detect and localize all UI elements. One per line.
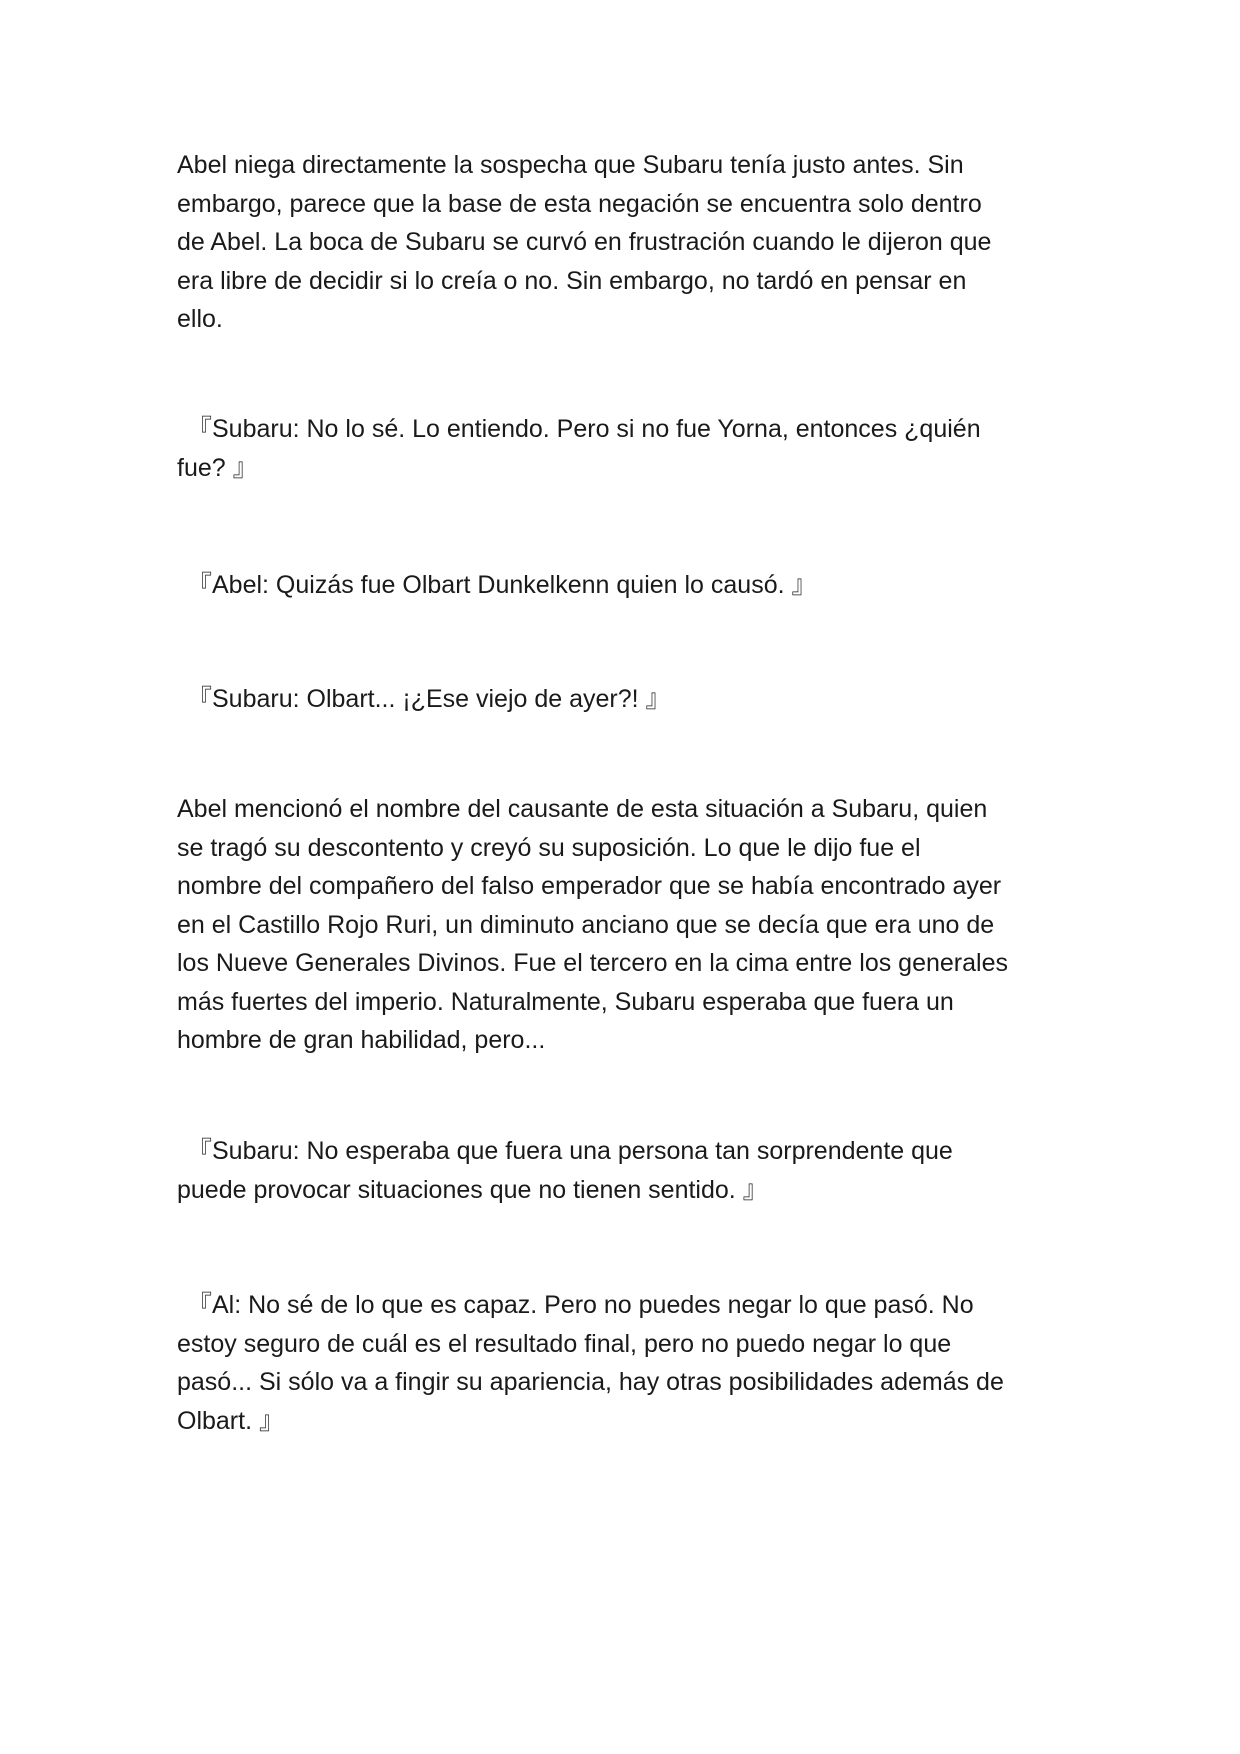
dialogue-subaru-2: 『Subaru: Olbart... ¡¿Ese viejo de ayer?! 』	[187, 685, 671, 713]
narration-paragraph: Abel mencionó el nombre del causante de esta situación a Subaru, quien se tragó su descontento y creyó su suposición. Lo que le dijo fue el nombre del compañero del falso emperador que se había encontrado ayer en el Castillo Rojo Ruri, un diminuto anciano que se decía que era uno de los Nueve Generales Divinos. Fue el tercero en la cima entre los generales más fuertes del imperio. Naturalmente, Subaru esperaba que fuera un hombre de gran habilidad, pero...	[177, 795, 1008, 1054]
dialogue-abel-1: 『Abel: Quizás fue Olbart Dunkelkenn quien lo causó. 』	[187, 571, 817, 599]
dialogue-subaru-3: 『Subaru: No esperaba que fuera una persona tan sorprendente que puede provocar situaciones que no tienen sentido. 』	[177, 1137, 953, 1204]
dialogue-subaru-1: 『Subaru: No lo sé. Lo entiendo. Pero si no fue Yorna, entonces ¿quién fue? 』	[177, 415, 981, 482]
dialogue-al-1: 『Al: No sé de lo que es capaz. Pero no puedes negar lo que pasó. No estoy seguro de cuál es el resultado final, pero no puedo negar lo que pasó... Si sólo va a fingir su apariencia, hay otras posibilidades además de Olbart. 』	[177, 1291, 1004, 1435]
narration-paragraph: Abel niega directamente la sospecha que Subaru tenía justo antes. Sin embargo, parece que la base de esta negación se encuentra solo dentro de Abel. La boca de Subaru se curvó en frustración cuando le dijeron que era libre de decidir si lo creía o no. Sin embargo, no tardó en pensar en ello.	[177, 151, 992, 333]
